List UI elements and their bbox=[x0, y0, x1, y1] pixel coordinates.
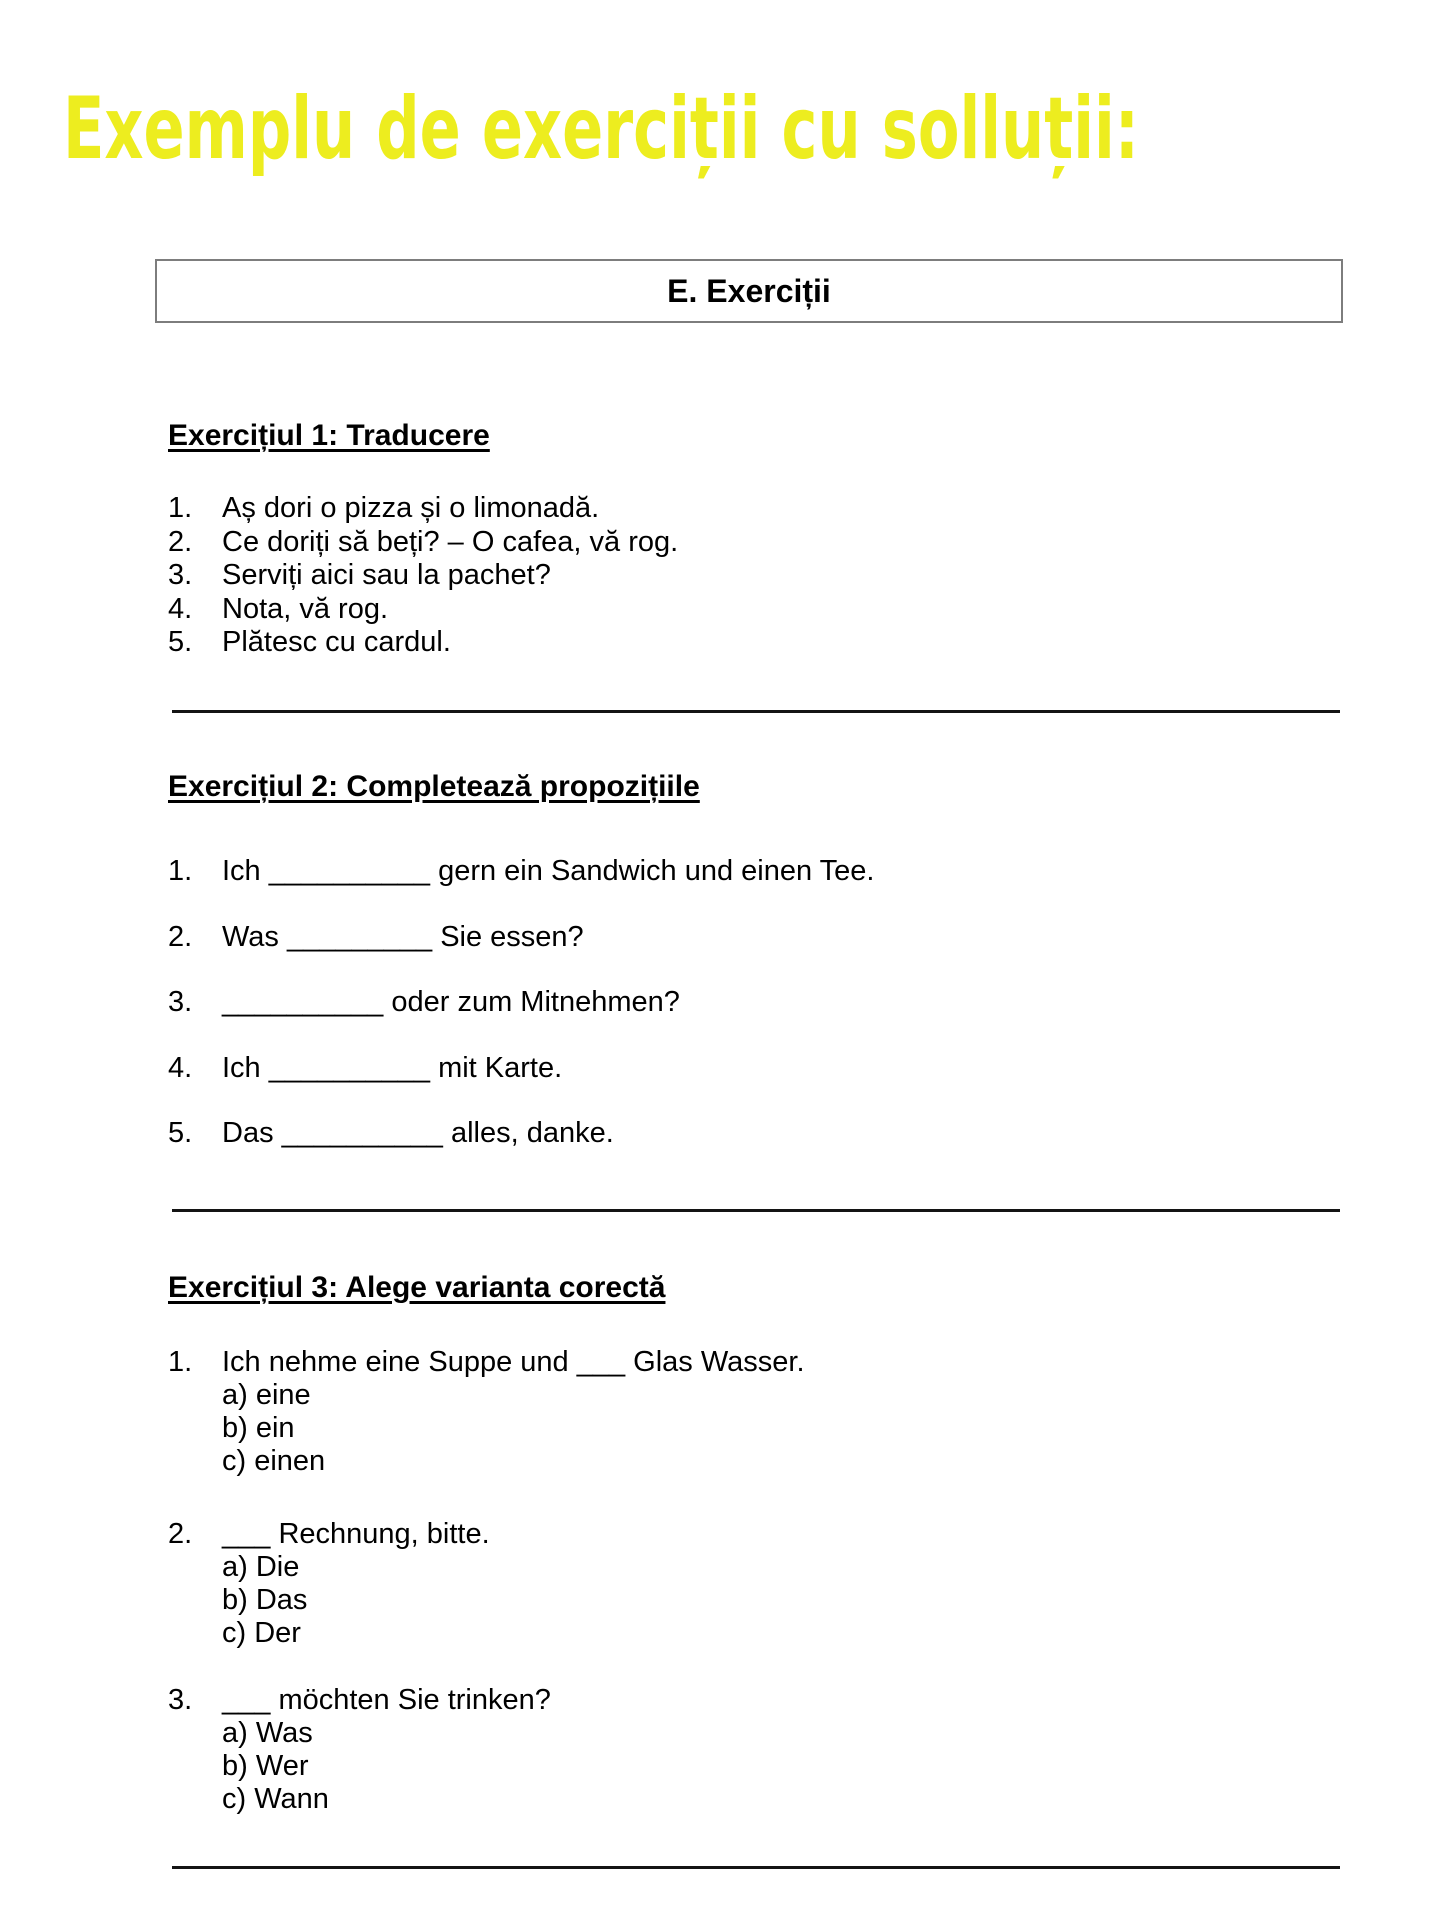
question-text-row bbox=[168, 1684, 551, 1717]
fill-in-item bbox=[168, 855, 875, 888]
exercise-2-list bbox=[168, 855, 875, 1183]
item-number: 2. bbox=[168, 525, 193, 558]
item-number: 1. bbox=[168, 492, 193, 524]
item-text: Serviți aici sau la pachet? bbox=[222, 559, 551, 591]
question-block bbox=[168, 1518, 490, 1650]
option-item: b) Wer bbox=[222, 1750, 309, 1782]
fill-in-item bbox=[168, 1117, 875, 1150]
option-item: a) eine bbox=[222, 1379, 311, 1411]
item-number: 5. bbox=[168, 626, 193, 658]
item-text: Ce doriți să beți? – O cafea, vă rog. bbox=[222, 525, 679, 558]
item-number: 4. bbox=[168, 592, 193, 625]
item-number: 3. bbox=[168, 559, 193, 591]
option-item: c) Der bbox=[222, 1617, 301, 1649]
question-text: Ich nehme eine Suppe und ___ Glas Wasser. bbox=[222, 1346, 805, 1378]
exercise-1-heading: Exercițiul 1: Traducere bbox=[168, 419, 490, 452]
option-item: b) ein bbox=[222, 1412, 295, 1444]
list-item bbox=[168, 626, 678, 660]
section-divider bbox=[172, 1209, 1340, 1212]
question-text: ___ Rechnung, bitte. bbox=[222, 1518, 490, 1550]
fill-in-item bbox=[168, 1052, 875, 1085]
section-header-box bbox=[155, 259, 1343, 323]
exercise-1-list bbox=[168, 492, 678, 660]
item-number: 2. bbox=[168, 1518, 193, 1550]
item-number: 4. bbox=[168, 1051, 193, 1084]
item-text: Was _________ Sie essen? bbox=[222, 920, 584, 953]
item-number: 3. bbox=[168, 986, 193, 1018]
option-item: a) Die bbox=[222, 1551, 300, 1583]
question-text: ___ möchten Sie trinken? bbox=[222, 1684, 551, 1716]
option-item: a) Was bbox=[222, 1717, 313, 1749]
item-text: Aș dori o pizza și o limonadă. bbox=[222, 492, 600, 524]
section-divider bbox=[172, 710, 1340, 713]
section-divider bbox=[172, 1866, 1340, 1869]
exercise-3-heading: Exercițiul 3: Alege varianta corectă bbox=[168, 1271, 666, 1304]
question-block bbox=[168, 1346, 805, 1478]
option-item: c) Wann bbox=[222, 1783, 329, 1815]
question-block bbox=[168, 1684, 551, 1816]
question-text-row bbox=[168, 1346, 805, 1379]
item-number: 1. bbox=[168, 1346, 193, 1378]
exercise-2-heading: Exercițiul 2: Completează propozițiile bbox=[168, 770, 700, 803]
list-item bbox=[168, 559, 678, 593]
page-title: Exemplu de exerciții cu solluții: bbox=[63, 79, 1139, 179]
option-item: b) Das bbox=[222, 1584, 308, 1616]
item-text: Plătesc cu cardul. bbox=[222, 626, 451, 658]
item-number: 3. bbox=[168, 1684, 193, 1716]
option-item: c) einen bbox=[222, 1445, 326, 1477]
item-text: __________ oder zum Mitnehmen? bbox=[222, 986, 680, 1018]
page-title-wordart bbox=[52, 58, 1202, 198]
item-text: Das __________ alles, danke. bbox=[222, 1117, 614, 1149]
item-number: 1. bbox=[168, 855, 193, 887]
item-text: Nota, vă rog. bbox=[222, 592, 389, 625]
section-header-label: E. Exerciții bbox=[667, 272, 831, 309]
fill-in-item bbox=[168, 986, 875, 1019]
list-item bbox=[168, 526, 678, 560]
item-number: 2. bbox=[168, 920, 193, 953]
item-number: 5. bbox=[168, 1117, 193, 1149]
list-item bbox=[168, 593, 678, 627]
list-item bbox=[168, 492, 678, 526]
fill-in-item bbox=[168, 921, 875, 954]
question-text-row bbox=[168, 1518, 490, 1551]
item-text: Ich __________ mit Karte. bbox=[222, 1051, 563, 1084]
item-text: Ich __________ gern ein Sandwich und einen Tee. bbox=[222, 855, 875, 887]
